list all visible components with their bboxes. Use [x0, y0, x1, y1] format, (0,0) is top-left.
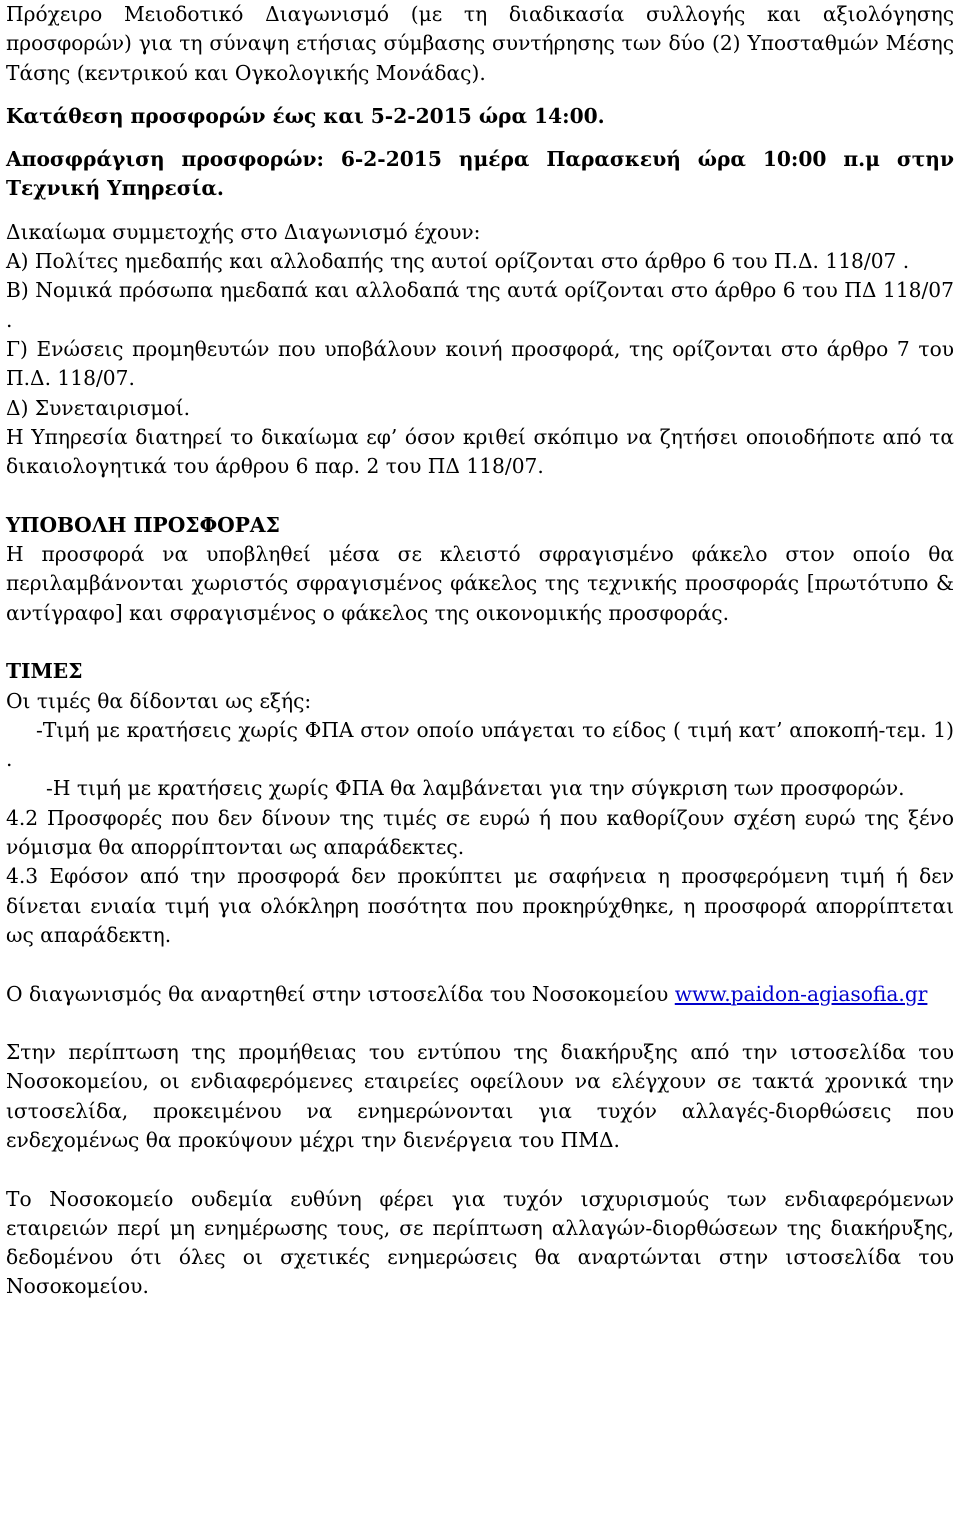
submission-heading: ΥΠΟΒΟΛΗ ΠΡΟΣΦΟΡΑΣ: [6, 512, 280, 537]
opening-info: Αποσφράγιση προσφορών: 6-2-2015 ημέρα Παρασκευή ώρα 10:00 π.μ στην Τεχνική Υπηρεσία.: [6, 147, 954, 201]
website-link[interactable]: www.paidon-agiasofia.gr: [674, 981, 928, 1006]
prices-lead: Οι τιμές θα δίδονται ως εξής:: [6, 688, 312, 713]
eligibility-heading: Δικαίωμα συμμετοχής στο Διαγωνισμό έχουν:: [6, 219, 481, 244]
website-text: Ο διαγωνισμός θα αναρτηθεί στην ιστοσελίδα του Νοσοκομείου: [6, 981, 669, 1006]
eligibility-note: Η Υπηρεσία διατηρεί το δικαίωμα εφ’ όσον κριθεί σκόπιμο να ζητήσει οποιοδήποτε από τα δικαιολογητικά του άρθρου 6 παρ. 2 του ΠΔ 118/07.: [6, 424, 954, 479]
prices-item-2: -Η τιμή με κρατήσεις χωρίς ΦΠΑ θα λαμβάνεται για την σύγκριση των προσφορών.: [46, 776, 905, 801]
submission-deadline: Κατάθεση προσφορών έως και 5-2-2015 ώρα 14:00.: [6, 103, 605, 128]
website-paragraph: [6, 980, 954, 1009]
eligibility-item-a: Α) Πολίτες ημεδαπής και αλλοδαπής της αυτοί ορίζονται στο άρθρο 6 του Π.Δ. 118/07 .: [6, 249, 910, 274]
eligibility-item-d: Δ) Συνεταιρισμοί.: [6, 395, 191, 420]
prices-clause-4-2: 4.2 Προσφορές που δεν δίνουν της τιμές σε ευρώ ή που καθορίζουν σχέση ευρώ της ξένο νόμισμα θα απορρίπτονται ως απαράδεκτες.: [6, 805, 954, 860]
intro-text: Πρόχειρο Μειοδοτικό Διαγωνισμό (με τη διαδικασία συλλογής και αξιολόγησης προσφορών) για τη σύναψη ετήσιας σύμβασης συντήρησης των δύο (2) Υποσταθμών Μέσης Τάσης (κεντρικού και Ογκολογικής Μονάδας).: [6, 2, 954, 85]
prices-clause-4-3: 4.3 Εφόσον από την προσφορά δεν προκύπτει με σαφήνεια η προσφερόμενη τιμή ή δεν δίνεται ενιαία τιμή για ολόκληρη ποσότητα που προκηρύχθηκε, η προσφορά απορρίπτεται ως απαράδεκτη.: [6, 864, 954, 947]
prices-heading: ΤΙΜΕΣ: [6, 659, 83, 684]
download-paragraph: Στην περίπτωση της προμήθειας του εντύπου της διακήρυξης από την ιστοσελίδα του Νοσοκομείου, οι ενδιαφερόμενες εταιρείες οφείλουν να ελέγχουν σε τακτά χρονικά την ιστοσελίδα, προκειμένου να ενημερώνονται για τυχόν αλλαγές-διορθώσεις που ενδεχομένως θα προκύψουν μέχρι την διενέργεια του ΠΜΔ.: [6, 1040, 954, 1152]
liability-paragraph: Το Νοσοκομείο ουδεμία ευθύνη φέρει για τυχόν ισχυρισμούς των ενδιαφερόμενων εταιρειών περί μη ενημέρωσης τους, σε περίπτωση αλλαγών-διορθώσεων της διακήρυξης, δεδομένου ότι όλες οι σχετικές ενημερώσεις θα αναρτώνται στην ιστοσελίδα του Νοσοκομείου.: [6, 1186, 954, 1299]
submission-text: Η προσφορά να υποβληθεί μέσα σε κλειστό σφραγισμένο φάκελο στον οποίο θα περιλαμβάνονται χωριστός σφραγισμένος φάκελος της τεχνικής προσφοράς [πρωτότυπο & αντίγραφο] και σφραγισμένος ο φάκελος της οικονομικής προσφοράς.: [6, 542, 954, 625]
prices-item-1: -Τιμή με κρατήσεις χωρίς ΦΠΑ στον οποίο υπάγεται το είδος ( τιμή κατ’ αποκοπή-τεμ. 1) .: [6, 717, 954, 772]
eligibility-item-c: Γ) Ενώσεις προμηθευτών που υποβάλουν κοινή προσφορά, της ορίζονται στο άρθρο 7 του Π.Δ. 118/07.: [6, 336, 954, 391]
eligibility-item-b: Β) Νομικά πρόσωπα ημεδαπά και αλλοδαπά της αυτά ορίζονται στο άρθρο 6 του ΠΔ 118/07 .: [6, 278, 954, 332]
